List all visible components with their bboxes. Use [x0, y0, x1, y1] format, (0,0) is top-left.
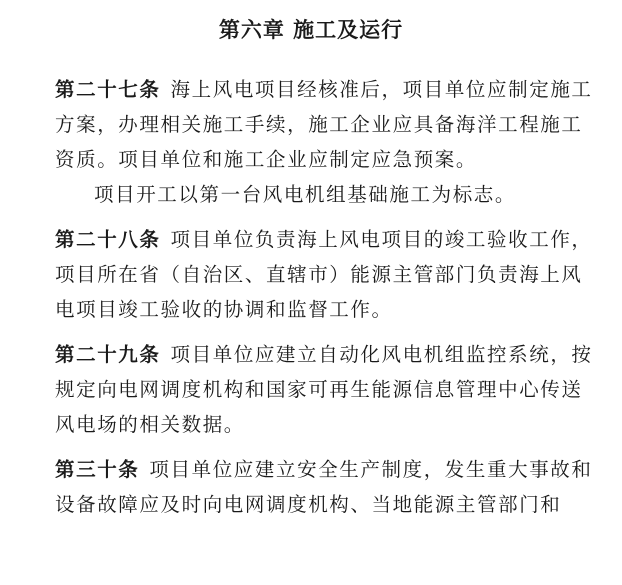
- article-label: 第二十八条: [55, 228, 161, 251]
- article-label: 第三十条: [55, 458, 140, 481]
- document-body: [55, 72, 600, 522]
- article-text: 海上风电项目经核准后，项目单位应制定施工方案，办理相关施工手续，施工企业应具备海洋工程施工资质。项目单位和施工企业应制定应急预案。: [55, 78, 593, 171]
- article-29: [55, 337, 600, 442]
- article-30: [55, 452, 600, 522]
- article-text: 项目开工以第一台风电机组基础施工为标志。: [94, 183, 517, 206]
- article-text: 项目单位负责海上风电项目的竣工验收工作，项目所在省（自治区、直辖市）能源主管部门负责海上风电项目竣工验收的协调和监督工作。: [55, 228, 593, 321]
- article-text: 项目单位应建立安全生产制度，发生重大事故和设备故障应及时向电网调度机构、当地能源主管部门和: [55, 458, 593, 516]
- article-27: [55, 72, 600, 177]
- article-label: 第二十七条: [55, 78, 161, 101]
- page-bottom-edge: [0, 579, 622, 585]
- article-text: 项目单位应建立自动化风电机组监控系统，按规定向电网调度机构和国家可再生能源信息管理中心传送风电场的相关数据。: [55, 343, 593, 436]
- chapter-title: 第六章 施工及运行: [218, 17, 404, 42]
- article-28: [55, 222, 600, 327]
- article-label: 第二十九条: [55, 343, 161, 366]
- paragraph-commencement: [55, 177, 600, 212]
